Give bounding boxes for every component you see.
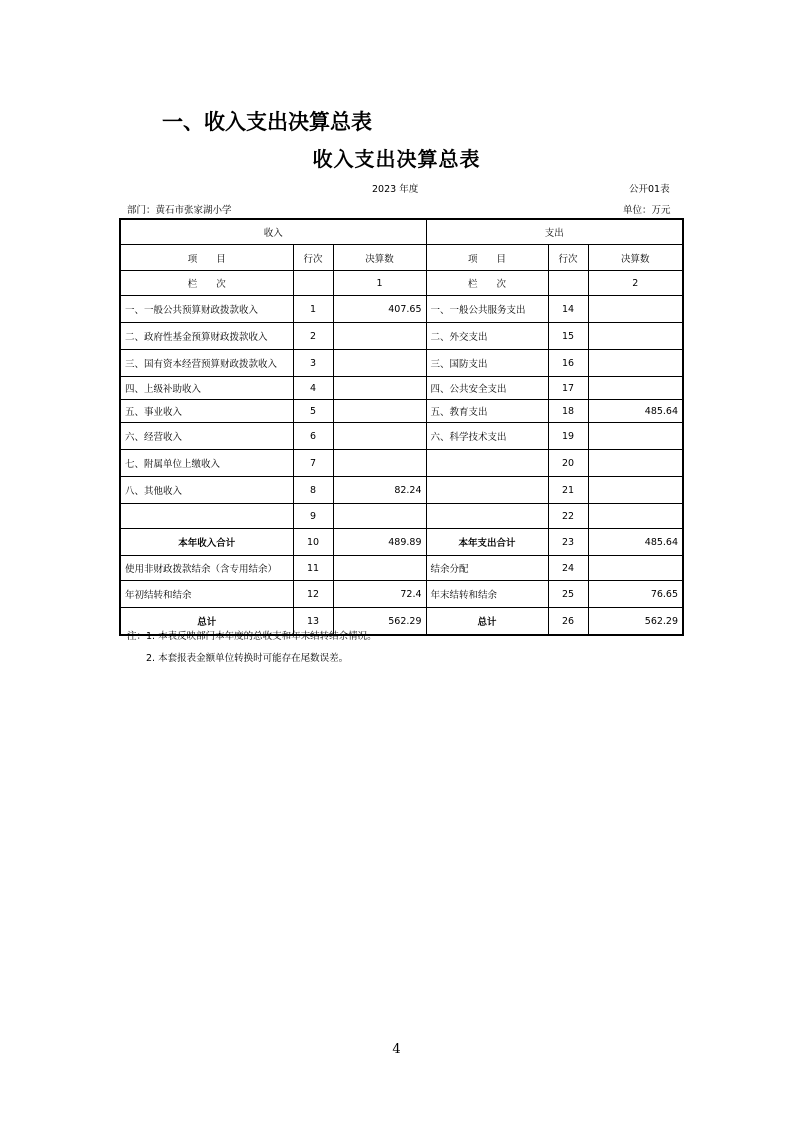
income-header: 收入 bbox=[120, 219, 426, 245]
expense-line-empty bbox=[548, 271, 588, 296]
table-row bbox=[120, 350, 683, 377]
income-item-cell: 八、其他收入 bbox=[120, 477, 293, 504]
table-row bbox=[120, 477, 683, 504]
expense-amount-cell bbox=[588, 377, 683, 400]
expense-amount-cell: 562.29 bbox=[588, 608, 683, 636]
income-line-empty bbox=[293, 271, 333, 296]
expense-item-cell: 结余分配 bbox=[426, 556, 548, 581]
expense-amount-cell bbox=[588, 423, 683, 450]
table-row bbox=[120, 556, 683, 581]
income-line-cell: 9 bbox=[293, 504, 333, 529]
income-line-header: 行次 bbox=[293, 245, 333, 271]
table-row bbox=[120, 504, 683, 529]
expense-item-cell: 四、公共安全支出 bbox=[426, 377, 548, 400]
expense-item-cell: 六、科学技术支出 bbox=[426, 423, 548, 450]
expense-line-cell: 20 bbox=[548, 450, 588, 477]
table-row bbox=[120, 296, 683, 323]
expense-line-cell: 19 bbox=[548, 423, 588, 450]
note-2: 2. 本套报表金额单位转换时可能存在尾数误差。 bbox=[146, 653, 349, 664]
income-amount-header: 决算数 bbox=[333, 245, 426, 271]
income-amount-cell: 489.89 bbox=[333, 529, 426, 556]
expense-amount-cell bbox=[588, 504, 683, 529]
table-row bbox=[120, 423, 683, 450]
expense-amount-cell bbox=[588, 477, 683, 504]
expense-amount-cell: 76.65 bbox=[588, 581, 683, 608]
income-item-cell: 一、一般公共预算财政拨款收入 bbox=[120, 296, 293, 323]
income-line-cell: 11 bbox=[293, 556, 333, 581]
expense-line-cell: 15 bbox=[548, 323, 588, 350]
expense-line-cell: 26 bbox=[548, 608, 588, 636]
department-label: 部门：黄石市张家湖小学 bbox=[127, 205, 232, 216]
expense-item-cell: 本年支出合计 bbox=[426, 529, 548, 556]
header-row-sections bbox=[120, 219, 683, 245]
unit-label: 单位：万元 bbox=[623, 205, 671, 216]
income-column-number: 1 bbox=[333, 271, 426, 296]
expense-line-header: 行次 bbox=[548, 245, 588, 271]
income-item-cell bbox=[120, 504, 293, 529]
expense-item-cell: 五、教育支出 bbox=[426, 400, 548, 423]
expense-item-cell: 二、外交支出 bbox=[426, 323, 548, 350]
income-amount-cell: 407.65 bbox=[333, 296, 426, 323]
expense-amount-cell: 485.64 bbox=[588, 400, 683, 423]
table-title: 收入支出决算总表 bbox=[312, 147, 481, 171]
income-item-cell: 六、经营收入 bbox=[120, 423, 293, 450]
income-line-cell: 3 bbox=[293, 350, 333, 377]
expense-item-cell bbox=[426, 450, 548, 477]
expense-line-cell: 23 bbox=[548, 529, 588, 556]
expense-item-cell: 总计 bbox=[426, 608, 548, 636]
income-line-cell: 4 bbox=[293, 377, 333, 400]
income-amount-cell bbox=[333, 350, 426, 377]
expense-item-cell bbox=[426, 504, 548, 529]
expense-amount-cell bbox=[588, 323, 683, 350]
expense-column-number: 2 bbox=[588, 271, 683, 296]
form-code: 公开01表 bbox=[629, 184, 670, 195]
table-row bbox=[120, 400, 683, 423]
section-title: 一、收入支出决算总表 bbox=[162, 110, 372, 134]
income-line-cell: 5 bbox=[293, 400, 333, 423]
expense-line-cell: 16 bbox=[548, 350, 588, 377]
income-line-cell: 10 bbox=[293, 529, 333, 556]
table-row bbox=[120, 323, 683, 350]
income-amount-cell bbox=[333, 450, 426, 477]
income-line-cell: 6 bbox=[293, 423, 333, 450]
income-line-cell: 13 bbox=[293, 608, 333, 636]
income-amount-cell: 72.4 bbox=[333, 581, 426, 608]
expense-line-cell: 22 bbox=[548, 504, 588, 529]
table-row bbox=[120, 581, 683, 608]
income-item-header: 项 目 bbox=[120, 245, 293, 271]
expense-amount-header: 决算数 bbox=[588, 245, 683, 271]
year-label: 2023 年度 bbox=[372, 184, 419, 195]
table-row bbox=[120, 529, 683, 556]
income-line-cell: 12 bbox=[293, 581, 333, 608]
income-item-cell: 年初结转和结余 bbox=[120, 581, 293, 608]
expense-line-cell: 25 bbox=[548, 581, 588, 608]
income-line-cell: 8 bbox=[293, 477, 333, 504]
income-item-cell: 使用非财政拨款结余（含专用结余） bbox=[120, 556, 293, 581]
table-row bbox=[120, 450, 683, 477]
expense-header: 支出 bbox=[426, 219, 683, 245]
income-amount-cell bbox=[333, 556, 426, 581]
expense-line-cell: 24 bbox=[548, 556, 588, 581]
income-amount-cell bbox=[333, 377, 426, 400]
expense-amount-cell bbox=[588, 556, 683, 581]
page-number: 4 bbox=[392, 1042, 401, 1057]
expense-amount-cell bbox=[588, 296, 683, 323]
income-amount-cell: 82.24 bbox=[333, 477, 426, 504]
income-amount-cell bbox=[333, 323, 426, 350]
income-amount-cell bbox=[333, 400, 426, 423]
income-column-label: 栏 次 bbox=[120, 271, 293, 296]
income-item-cell: 四、上级补助收入 bbox=[120, 377, 293, 400]
table-row bbox=[120, 377, 683, 400]
income-amount-cell bbox=[333, 423, 426, 450]
note-1: 注：1. 本表反映部门本年度的总收支和年末结转结余情况。 bbox=[127, 631, 377, 642]
income-item-cell: 五、事业收入 bbox=[120, 400, 293, 423]
expense-amount-cell bbox=[588, 450, 683, 477]
expense-item-cell: 一、一般公共服务支出 bbox=[426, 296, 548, 323]
expense-line-cell: 14 bbox=[548, 296, 588, 323]
expense-line-cell: 21 bbox=[548, 477, 588, 504]
header-row-column-numbers bbox=[120, 271, 683, 296]
expense-amount-cell: 485.64 bbox=[588, 529, 683, 556]
income-item-cell: 三、国有资本经营预算财政拨款收入 bbox=[120, 350, 293, 377]
header-row-columns bbox=[120, 245, 683, 271]
income-item-cell: 本年收入合计 bbox=[120, 529, 293, 556]
expense-item-cell bbox=[426, 477, 548, 504]
income-amount-cell: 562.29 bbox=[333, 608, 426, 636]
income-item-cell: 七、附属单位上缴收入 bbox=[120, 450, 293, 477]
income-item-cell: 总计 bbox=[120, 608, 293, 636]
expense-line-cell: 18 bbox=[548, 400, 588, 423]
expense-line-cell: 17 bbox=[548, 377, 588, 400]
income-expense-table bbox=[119, 218, 684, 636]
income-line-cell: 1 bbox=[293, 296, 333, 323]
expense-item-cell: 三、国防支出 bbox=[426, 350, 548, 377]
expense-amount-cell bbox=[588, 350, 683, 377]
income-line-cell: 7 bbox=[293, 450, 333, 477]
income-amount-cell bbox=[333, 504, 426, 529]
income-line-cell: 2 bbox=[293, 323, 333, 350]
expense-column-label: 栏 次 bbox=[426, 271, 548, 296]
expense-item-header: 项 目 bbox=[426, 245, 548, 271]
expense-item-cell: 年末结转和结余 bbox=[426, 581, 548, 608]
income-item-cell: 二、政府性基金预算财政拨款收入 bbox=[120, 323, 293, 350]
